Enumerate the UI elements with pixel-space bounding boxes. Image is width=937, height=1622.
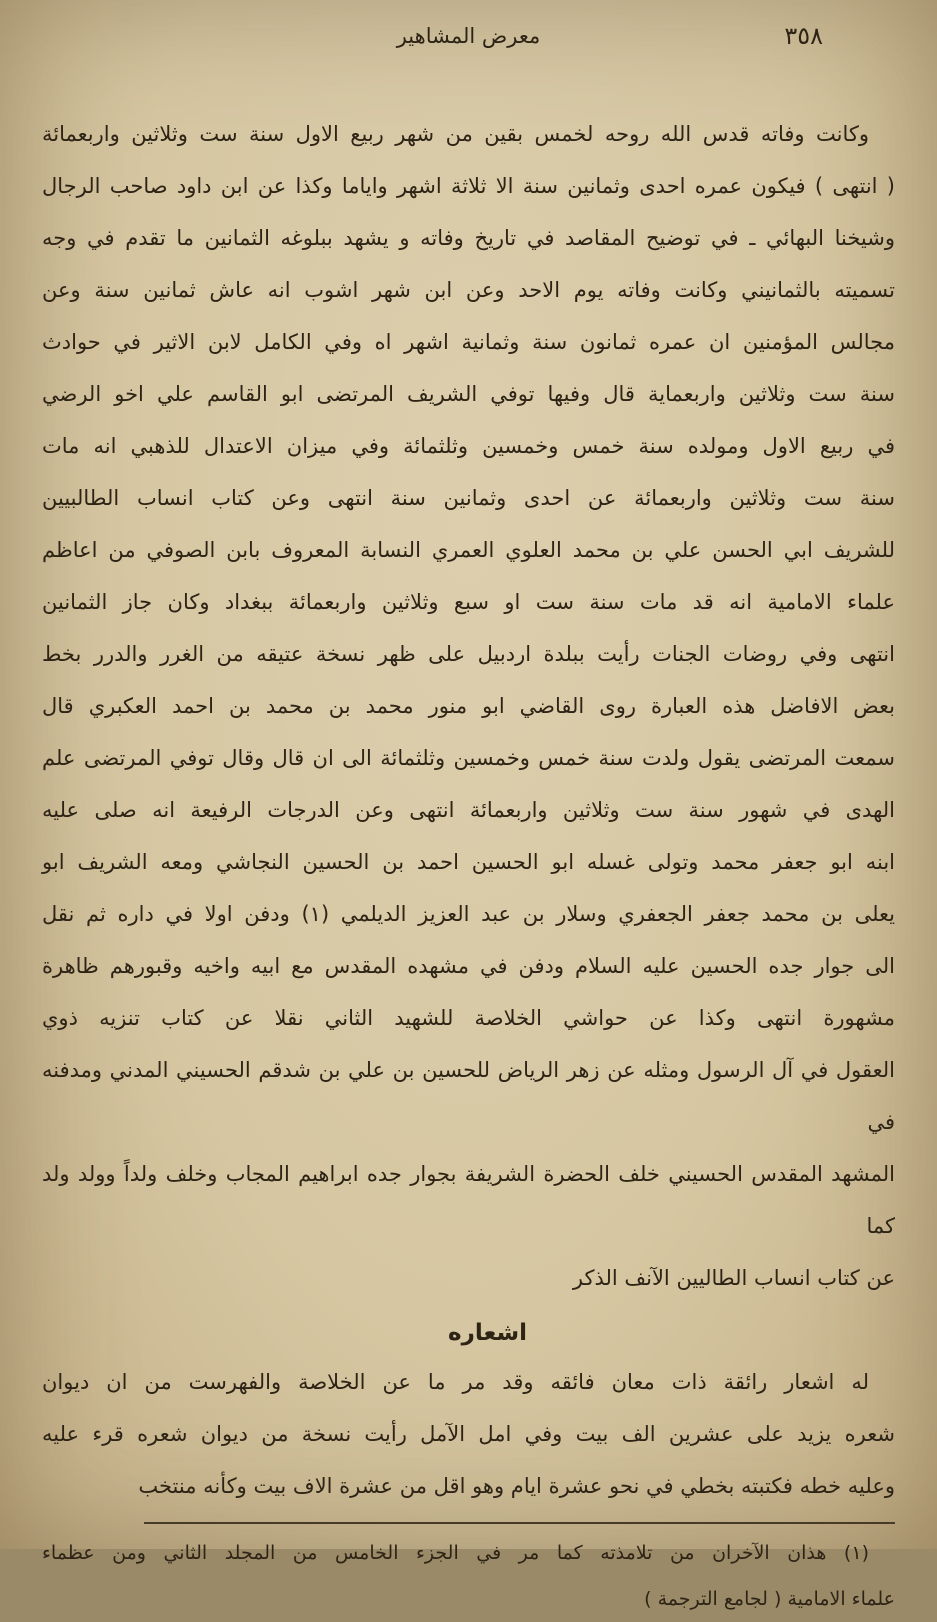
body-text-line: سمعت المرتضى يقول ولدت سنة خمس وخمسين وثلثمائة الى ان قال وقال توفي المرتضى علم xyxy=(42,746,895,770)
header-title: معرض المشاهير xyxy=(396,24,541,48)
body-text-line: ابنه ابو جعفر محمد وتولى غسله ابو الحسين احمد بن الحسين النجاشي ومعه الشريف ابو xyxy=(42,850,895,874)
footnote-line: علماء الامامية ( لجامع الترجمة ) xyxy=(644,1588,895,1610)
body-text-line: علماء الامامية انه قد مات سنة ست او سبع وثلاثين واربعمائة ببغداد وكان جاز الثمانين xyxy=(42,590,895,614)
body-text xyxy=(42,108,895,1304)
body-text-line: بعض الافاضل هذه العبارة روى القاضي ابو منور محمد بن محمد بن احمد العكبري قال xyxy=(42,694,895,718)
body-text-line: يعلى بن محمد جعفر الجعفري وسلار بن عبد العزيز الديلمي (١) ودفن اولا في داره ثم نقل xyxy=(42,902,895,926)
page-header xyxy=(42,0,895,72)
poems-text-line: شعره يزيد على عشرين الف بيت وفي امل الآمل رأيت نسخة من ديوان شعره قرء عليه xyxy=(42,1422,895,1446)
body-text-line: وكانت وفاته قدس الله روحه لخمس بقين من شهر ربيع الاول سنة ست وثلاثين واربعمائة xyxy=(42,122,869,146)
poems-text-line: له اشعار رائقة ذات معان فائقه وقد مر ما عن الخلاصة والفهرست من ان ديوان xyxy=(42,1370,869,1394)
body-text-line: للشريف ابي الحسن علي بن محمد العلوي العمري النسابة المعروف بابن الصوفي من اعاظم xyxy=(42,538,895,562)
body-text-line: انتهى وفي روضات الجنات رأيت ببلدة اردبيل على ظهر نسخة عتيقه من الغرر والدرر بخط xyxy=(42,642,895,666)
body-text-line: المشهد المقدس الحسيني خلف الحضرة الشريفة بجوار جده ابراهيم المجاب وخلف ولداً وولد ولد كما xyxy=(42,1162,895,1238)
body-text-line: ( انتهى ) فيكون عمره احدى وثمانين سنة الا ثلاثة اشهر واياما وكذا عن ابن داود صاحب الرجال xyxy=(42,174,895,198)
footnote xyxy=(42,1530,895,1622)
footnote-divider xyxy=(144,1522,895,1524)
body-text-line: مجالس المؤمنين ان عمره ثمانون سنة وثمانية اشهر اه وفي الكامل لابن الاثير في حوادث xyxy=(42,330,895,354)
body-text-line: في ربيع الاول ومولده سنة خمس وخمسين وثلثمائة وفي ميزان الاعتدال للذهبي انه مات xyxy=(42,434,895,458)
body-text-line: مشهورة انتهى وكذا عن حواشي الخلاصة للشهيد الثاني نقلا عن كتاب تنزيه ذوي xyxy=(42,1006,895,1030)
body-text-line: وشيخنا البهائي ـ في توضيح المقاصد في تاريخ وفاته و يشهد ببلوغه الثمانين ما تقدم في وجه xyxy=(42,226,895,250)
body-text-line: الهدى في شهور سنة ست وثلاثين واربعمائة انتهى وعن الدرجات الرفيعة انه صلى عليه xyxy=(42,798,895,822)
section-heading-poems: اشعاره xyxy=(448,1320,527,1346)
body-text-line: سنة ست وثلاثين واربعماية قال وفيها توفي الشريف المرتضى ابو القاسم علي اخو الرضي xyxy=(42,382,895,406)
body-text-line: العقول في آل الرسول ومثله عن زهر الرياض للحسين بن علي بن شدقم الحسيني المدني ومدفنه في xyxy=(42,1058,895,1134)
footnote-line: (١) هذان الآخران من تلامذته كما مر في الجزء الخامس من المجلد الثاني ومن عظماء xyxy=(42,1542,869,1564)
poems-text-line: وعليه خطه فكتبته بخطي في نحو عشرة ايام وهو اقل من عشرة الاف بيت وكأنه منتخب xyxy=(138,1474,895,1498)
body-text-line: عن كتاب انساب الطاليين الآنف الذكر xyxy=(572,1266,895,1290)
poems-text xyxy=(42,1356,895,1512)
body-text-line: الى جوار جده الحسين عليه السلام ودفن في مشهده المقدس مع ابيه واخيه وقبورهم ظاهرة xyxy=(42,954,895,978)
body-text-line: تسميته بالثمانيني وكانت وفاته يوم الاحد وعن ابن شهر اشوب انه عاش ثمانين سنة وعن xyxy=(42,278,895,302)
body-text-line: سنة ست وثلاثين واربعمائة عن احدى وثمانين سنة انتهى وعن كتاب انساب الطالبيين xyxy=(42,486,895,510)
page-number: ٣٥٨ xyxy=(784,22,823,50)
